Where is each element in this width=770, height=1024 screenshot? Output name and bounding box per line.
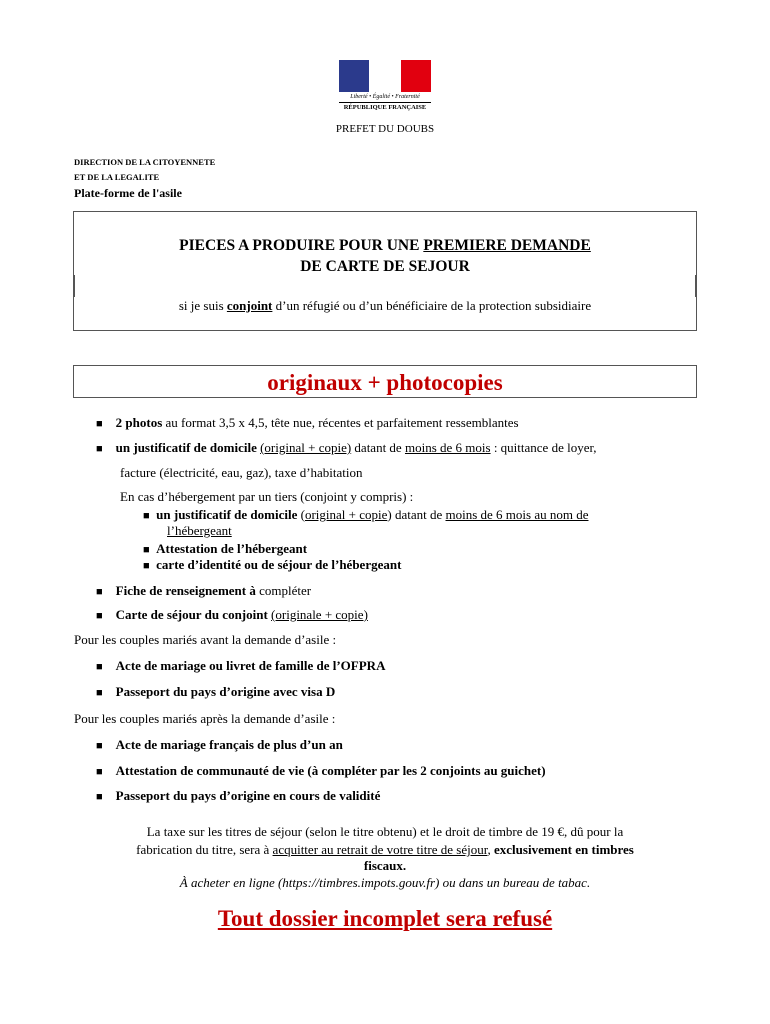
sub2-text: Attestation de l’hébergeant [156, 541, 308, 556]
photos-bold: 2 photos [115, 415, 163, 430]
list-item-carte-conjoint [96, 607, 368, 623]
domicile-rest: : quittance de loyer, [490, 440, 597, 455]
domicile-original-copie: (original + copie) [260, 440, 352, 455]
apres-item-2 [96, 763, 546, 779]
tax-line-2-comma: , [487, 842, 495, 857]
prefet-heading: PREFET DU DOUBS [335, 123, 435, 135]
sub1-line-2: l’hébergeant [167, 523, 232, 538]
subtitle-part-a: si je suis [178, 298, 227, 313]
tax-line-2-bold: exclusivement en timbres [494, 842, 634, 857]
fiche-bold: Fiche de renseignement à [115, 583, 256, 598]
bullet-icon: ■ [96, 766, 103, 778]
sub1-mid: datant de [391, 507, 446, 522]
republique-logo [339, 60, 431, 112]
bullet-icon: ■ [96, 418, 103, 430]
domicile-mid: datant de [351, 440, 405, 455]
bullet-icon: ■ [96, 661, 103, 673]
title-line-2: DE CARTE DE SEJOUR [300, 258, 470, 275]
tax-line-4: À acheter en ligne (https://timbres.impots.gouv.fr) ou dans un bureau de tabac. [179, 875, 591, 890]
avant-item-1 [96, 658, 385, 674]
list-item-photos [96, 415, 519, 431]
sub3-text: carte d’identité ou de séjour de l’hébergeant [156, 557, 402, 572]
apres-item-2-text: Attestation de communauté de vie (à compléter par les 2 conjoints au guichet) [115, 763, 546, 778]
title-box [73, 211, 697, 331]
bullet-icon: ■ [96, 740, 103, 752]
apres-item-1 [96, 737, 343, 753]
tax-line-2 [74, 841, 696, 858]
logo-motto: Liberté • Égalité • Fraternité [350, 94, 420, 100]
originals-banner-text: originaux + photocopies [267, 370, 503, 395]
platform-name: Plate-forme de l'asile [74, 186, 182, 200]
bullet-icon: ■ [143, 544, 150, 556]
direction-line-1: DIRECTION DE LA CITOYENNETE [74, 157, 216, 167]
photos-text: au format 3,5 x 4,5, tête nue, récentes et parfaitement ressemblantes [162, 415, 519, 430]
bullet-icon: ■ [96, 443, 103, 455]
domicile-6-mois: moins de 6 mois [404, 440, 491, 455]
box-divider-left [73, 275, 75, 297]
sub1-original-copie: original + copie [304, 507, 388, 522]
bullet-icon: ■ [96, 586, 103, 598]
domicile-bold: un justificatif de domicile [115, 440, 257, 455]
title-line-1 [74, 237, 696, 255]
subtitle-part-c: d’un réfugié ou d’un bénéficiaire de la protection subsidiaire [272, 298, 592, 313]
incomplete-warning: Tout dossier incomplet sera refusé [217, 906, 553, 931]
list-item-domicile [96, 440, 597, 456]
sub-item-justificatif: ■ un justificatif de domicile (original + copie) datant de moins de 6 mois au nom de [143, 507, 589, 522]
tax-line-2-a: fabrication du titre, sera à [136, 842, 273, 857]
logo-republique: RÉPUBLIQUE FRANÇAISE [339, 102, 431, 111]
box-divider-right [695, 275, 697, 297]
tax-line-2-underlined: acquitter au retrait de votre titre de séjour [272, 842, 488, 857]
subtitle-conjoint: conjoint [226, 298, 273, 313]
list-item-fiche [96, 583, 311, 599]
tax-line-3: fiscaux. [363, 858, 407, 873]
sub-item-attestation [143, 541, 307, 557]
avant-item-2-text: Passeport du pays d’origine avec visa D [115, 684, 336, 699]
bullet-icon: ■ [96, 687, 103, 699]
domicile-line-2: facture (électricité, eau, gaz), taxe d’habitation [120, 465, 363, 480]
bullet-icon: ■ [143, 560, 150, 572]
apres-item-3-text: Passeport du pays d’origine en cours de validité [115, 788, 381, 803]
sub-item-carte-identite [143, 557, 401, 573]
marianne-flag-icon [339, 60, 431, 92]
bullet-icon: ■ [96, 610, 103, 622]
avant-item-1-text: Acte de mariage ou livret de famille de l’OFPRA [115, 658, 386, 673]
title-line-1-text: PIECES A PRODUIRE POUR UNE [179, 237, 424, 254]
apres-item-3 [96, 788, 380, 804]
avant-intro: Pour les couples mariés avant la demande d’asile : [74, 632, 337, 647]
bullet-icon: ■ [143, 510, 150, 522]
fiche-text: compléter [255, 583, 312, 598]
bullet-icon: ■ [96, 791, 103, 803]
sub1-bold: un justificatif de domicile [156, 507, 298, 522]
tax-line-1: La taxe sur les titres de séjour (selon le titre obtenu) et le droit de timbre de 19 €, dû pour la [146, 824, 624, 839]
sub1-6-mois-nom: moins de 6 mois au nom de [445, 507, 589, 522]
apres-item-1-text: Acte de mariage français de plus d’un an [115, 737, 343, 752]
carte-bold: Carte de séjour du conjoint [115, 607, 268, 622]
carte-originale-copie: (originale + copie) [271, 607, 368, 622]
title-subtitle [74, 298, 696, 314]
direction-line-2: ET DE LA LEGALITE [74, 172, 160, 182]
avant-item-2 [96, 684, 335, 700]
apres-intro: Pour les couples mariés après la demande d’asile : [74, 711, 336, 726]
hebergement-intro: En cas d’hébergement par un tiers (conjoint y compris) : [120, 489, 414, 504]
title-line-1-underlined: PREMIERE DEMANDE [423, 237, 591, 254]
originals-banner [73, 365, 697, 398]
